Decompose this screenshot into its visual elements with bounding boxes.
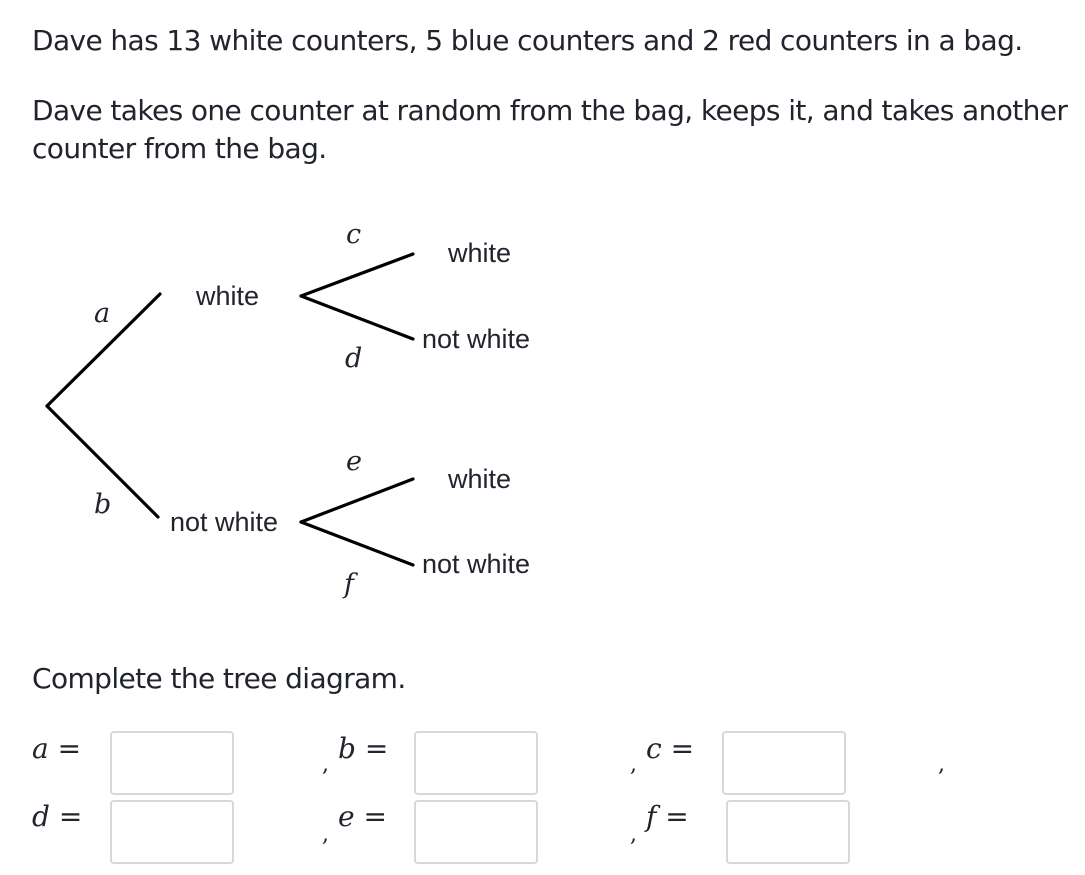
separator-comma: , <box>630 752 637 777</box>
tree-diagram <box>0 210 620 610</box>
answer-label-d: d = <box>32 800 83 833</box>
outcome-notwhite-white: white <box>448 464 512 494</box>
outcome-first-not-white: not white <box>170 507 279 537</box>
branch-white-white <box>301 254 413 296</box>
answer-label-e: e = <box>338 800 387 833</box>
prob-var-e: e <box>346 446 362 477</box>
answer-input-f[interactable] <box>726 800 850 864</box>
answer-label-f: f = <box>646 800 689 833</box>
question-sentence-2: Dave takes one counter at random from the bag, keeps it, and takes another counter from the bag. <box>32 94 1068 165</box>
separator-comma: , <box>938 752 945 777</box>
branch-white-not-white <box>301 296 413 339</box>
answer-label-b: b = <box>338 732 389 765</box>
prob-var-a: a <box>94 298 111 329</box>
answer-input-e[interactable] <box>414 800 538 864</box>
prob-var-c: c <box>346 219 362 250</box>
outcome-white-not-white: not white <box>422 324 531 354</box>
separator-comma: , <box>322 752 329 777</box>
question-sentence-1: Dave has 13 white counters, 5 blue counters and 2 red counters in a bag. <box>32 24 1023 57</box>
prob-var-b: b <box>94 489 112 520</box>
answer-input-a[interactable] <box>110 731 234 795</box>
separator-comma: , <box>630 822 637 847</box>
outcome-notwhite-not-white: not white <box>422 549 531 579</box>
separator-comma: , <box>322 822 329 847</box>
branch-notwhite-white <box>301 479 413 522</box>
branch-notwhite-not-white <box>301 522 413 565</box>
answer-label-c: c = <box>646 732 695 765</box>
answer-input-c[interactable] <box>722 731 846 795</box>
outcome-first-white: white <box>196 281 260 311</box>
instruction-text: Complete the tree diagram. <box>32 662 406 695</box>
answer-input-b[interactable] <box>414 731 538 795</box>
answer-label-a: a = <box>32 732 82 765</box>
prob-var-d: d <box>345 343 363 374</box>
answer-input-d[interactable] <box>110 800 234 864</box>
outcome-white-white: white <box>448 238 512 268</box>
prob-var-f: f <box>344 569 354 600</box>
